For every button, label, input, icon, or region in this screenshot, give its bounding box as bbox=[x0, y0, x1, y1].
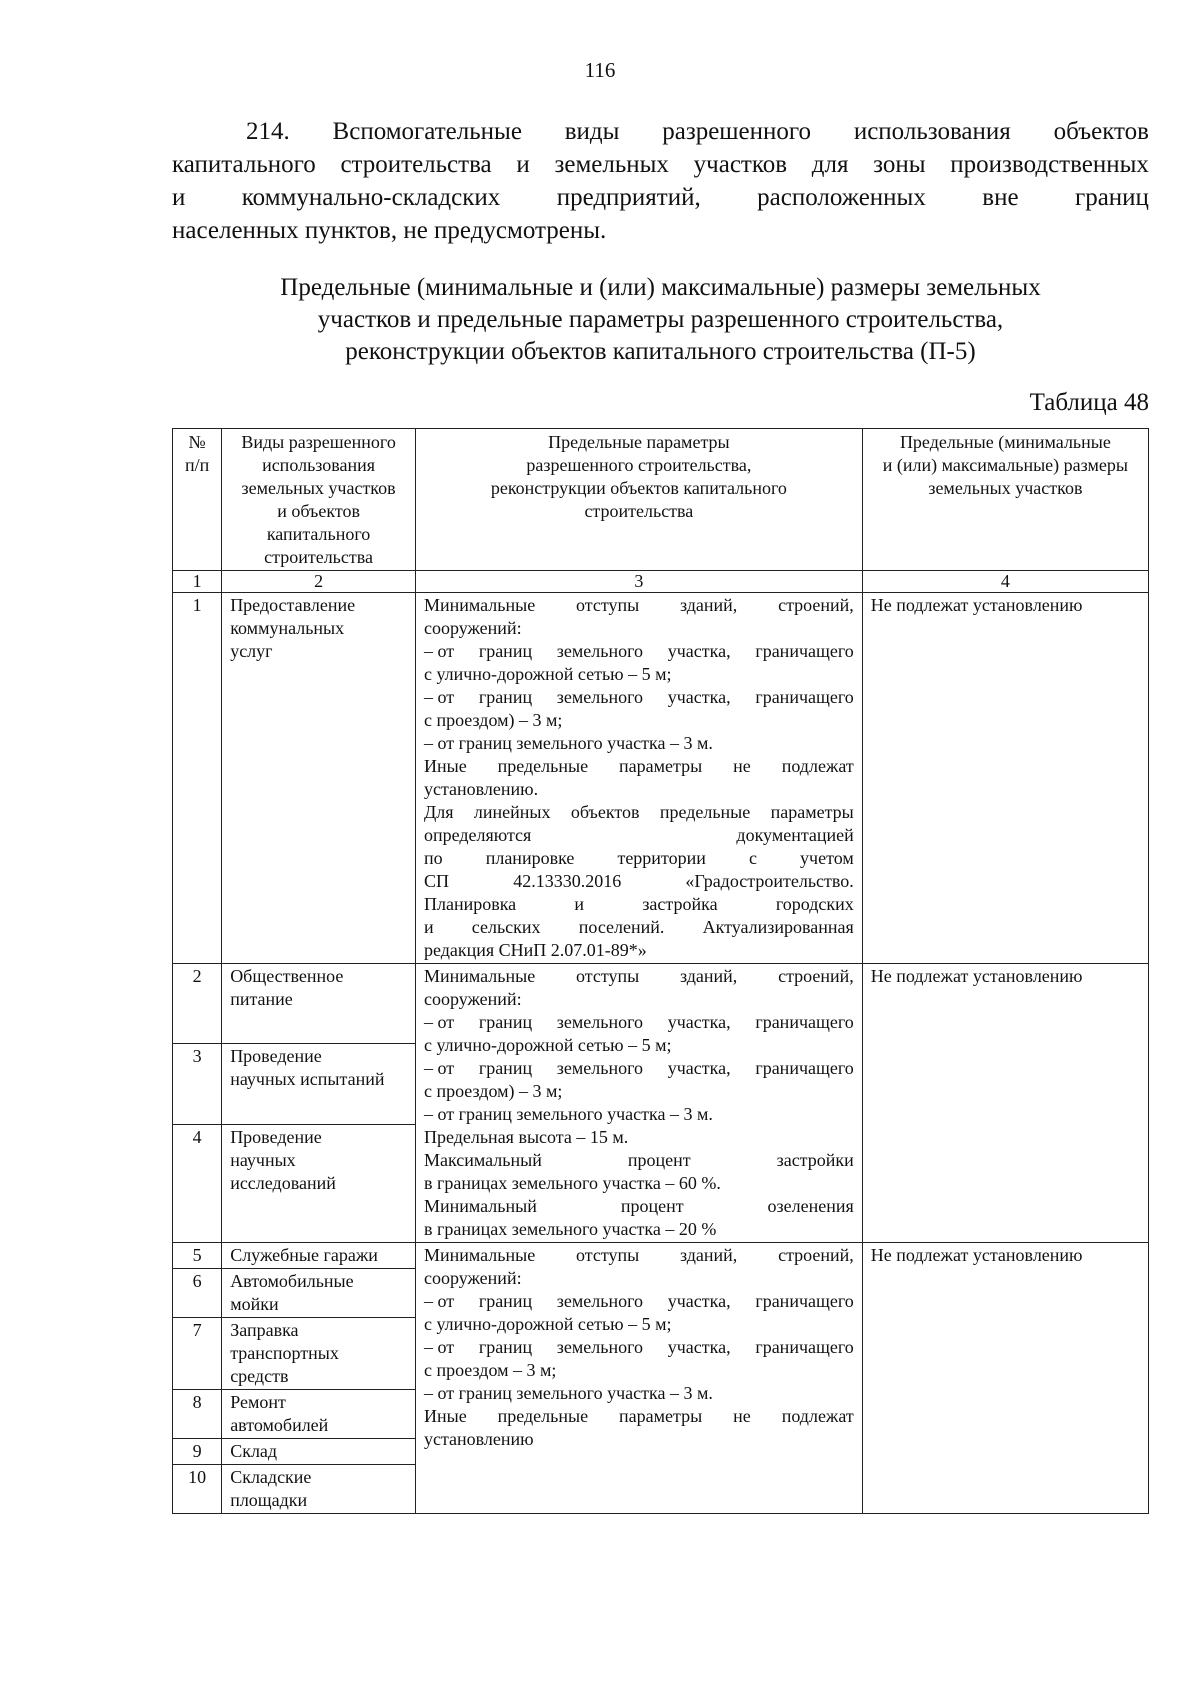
parameter-word: земельного bbox=[556, 687, 644, 707]
table-row bbox=[173, 593, 1149, 964]
paragraph-line bbox=[172, 148, 1149, 181]
paragraph-line bbox=[172, 214, 1149, 247]
parameter-line: установлению bbox=[423, 1429, 534, 1449]
parameter-line bbox=[424, 755, 854, 778]
paragraph-word: для bbox=[811, 151, 849, 178]
row-use-type bbox=[222, 1124, 416, 1242]
header-name bbox=[222, 429, 416, 571]
parameter-word: планировке bbox=[485, 848, 575, 868]
table-caption: Таблица 48 bbox=[1029, 389, 1149, 416]
parameter-word: границ bbox=[478, 687, 533, 707]
use-type-line: Склад bbox=[230, 1441, 278, 1461]
row-number: 8 bbox=[173, 1390, 222, 1439]
paragraph-word: капитального bbox=[172, 151, 316, 178]
parameter-line: с проездом – 3 м; bbox=[423, 1360, 557, 1380]
page-number: 116 bbox=[584, 58, 616, 82]
paragraph-word: и bbox=[172, 184, 186, 211]
parameter-line bbox=[424, 1244, 854, 1267]
paragraph-word: разрешенного bbox=[662, 118, 812, 145]
row-use-type bbox=[222, 1439, 416, 1465]
heading-line: реконструкции объектов капитального строительства (П-5) bbox=[345, 338, 976, 365]
parameter-line: в границах земельного участка – 20 % bbox=[423, 1219, 717, 1239]
parameter-line: – от границ земельного участка – 3 м. bbox=[423, 733, 713, 753]
row-number: 2 bbox=[173, 964, 222, 1044]
paragraph-word: и bbox=[516, 151, 530, 178]
parameter-line: редакция СНиП 2.07.01-89*» bbox=[423, 940, 647, 960]
paragraph-word: Вспомогательные bbox=[332, 118, 522, 145]
use-type-line: площадки bbox=[230, 1490, 308, 1510]
parameter-word: участка, bbox=[667, 1291, 731, 1311]
parameter-word: участка, bbox=[667, 1012, 731, 1032]
header-line: Предельные (минимальные bbox=[899, 432, 1111, 452]
header-line: разрешенного строительства, bbox=[526, 455, 752, 475]
row-parameters bbox=[415, 1243, 862, 1514]
header-line: земельных участков bbox=[241, 478, 396, 498]
parameter-word: подлежат bbox=[781, 756, 854, 776]
parameter-word: предельные bbox=[659, 802, 751, 822]
parameter-word: учетом bbox=[800, 848, 854, 868]
parameter-line: сооружений: bbox=[423, 1268, 522, 1288]
parameter-word: – от bbox=[423, 687, 455, 707]
parameter-word: границ bbox=[478, 641, 533, 661]
parameter-line: – от границ земельного участка – 3 м. bbox=[423, 1383, 713, 1403]
parameter-line: с проездом) – 3 м; bbox=[423, 1081, 563, 1101]
paragraph-word: участков bbox=[693, 151, 788, 178]
paragraph-word: вне bbox=[982, 184, 1019, 211]
use-type-line: Автомобильные bbox=[230, 1271, 354, 1291]
row-use-type bbox=[222, 1044, 416, 1124]
parameter-line bbox=[424, 916, 854, 939]
parameter-word: – от bbox=[423, 1337, 455, 1357]
row-number: 1 bbox=[173, 593, 222, 964]
parameter-word: и bbox=[423, 917, 434, 937]
use-type-line: услуг bbox=[230, 641, 273, 661]
header-line: Предельные параметры bbox=[548, 432, 730, 452]
use-type-line: научных испытаний bbox=[230, 1069, 385, 1090]
parameter-line bbox=[424, 965, 854, 988]
table-header-row bbox=[173, 429, 1149, 571]
parameter-line: Предельная высота – 15 м. bbox=[423, 1127, 629, 1147]
use-type-line: исследований bbox=[230, 1172, 336, 1193]
parameter-word: зданий, bbox=[679, 595, 738, 615]
parameter-line bbox=[424, 1336, 854, 1359]
parameter-word: документацией bbox=[736, 825, 854, 845]
heading-line: участков и предельные параметры разрешенного строительства, bbox=[317, 306, 1004, 333]
parameter-line bbox=[424, 870, 854, 893]
row-use-type bbox=[222, 964, 416, 1044]
paragraph-word: предприятий, bbox=[556, 184, 701, 211]
parameter-word: Минимальные bbox=[423, 1245, 536, 1265]
parameter-line: в границах земельного участка – 60 %. bbox=[423, 1173, 721, 1193]
header-line: и (или) максимальные) размеры bbox=[882, 455, 1128, 475]
parameter-word: Иные bbox=[423, 756, 467, 776]
parameter-word: границ bbox=[478, 1058, 533, 1078]
header-line: № bbox=[188, 432, 206, 452]
header-params bbox=[415, 429, 862, 571]
parameter-word: 42.13330.2016 bbox=[513, 871, 622, 891]
parameter-line: сооружений: bbox=[423, 618, 522, 638]
parameter-word: отступы bbox=[575, 1245, 640, 1265]
parameter-word: не bbox=[733, 1406, 751, 1426]
parameter-word: – от bbox=[423, 1291, 455, 1311]
parameter-word: граничащего bbox=[755, 1337, 854, 1357]
parameter-word: определяются bbox=[423, 825, 532, 845]
parameter-word: – от bbox=[423, 641, 455, 661]
parameter-word: граничащего bbox=[755, 687, 854, 707]
parameter-word: «Градостроительство. bbox=[685, 871, 854, 891]
parameter-line bbox=[424, 1290, 854, 1313]
header-num bbox=[173, 429, 222, 571]
parameter-word: не bbox=[733, 756, 751, 776]
table-row bbox=[173, 1243, 1149, 1269]
use-type-line: транспортных bbox=[230, 1343, 339, 1363]
header-line: и объектов bbox=[277, 501, 360, 521]
parameter-word: параметры bbox=[619, 756, 703, 776]
parameter-word: застройки bbox=[776, 1150, 854, 1170]
regulations-table bbox=[172, 428, 1149, 1514]
row-use-type bbox=[222, 1465, 416, 1514]
heading-line: Предельные (минимальные и (или) максимальные) размеры земельных bbox=[280, 274, 1041, 301]
parameter-word: участка, bbox=[667, 641, 731, 661]
parameter-line bbox=[424, 1195, 854, 1218]
parameter-word: строений, bbox=[778, 966, 854, 986]
parameter-line bbox=[424, 1405, 854, 1428]
parameter-line bbox=[424, 1149, 854, 1172]
row-parameters bbox=[415, 964, 862, 1243]
parameter-word: городских bbox=[775, 894, 854, 914]
parameter-line: сооружений: bbox=[423, 989, 522, 1009]
parameter-word: земельного bbox=[556, 1337, 644, 1357]
parameter-word: границ bbox=[478, 1291, 533, 1311]
table-row bbox=[173, 964, 1149, 1044]
row-use-type bbox=[222, 1243, 416, 1269]
use-type-line: питание bbox=[230, 989, 293, 1009]
parameter-word: земельного bbox=[556, 1058, 644, 1078]
parameter-line bbox=[424, 847, 854, 870]
parameter-word: земельного bbox=[556, 1291, 644, 1311]
paragraph-word: 214. bbox=[246, 118, 290, 145]
parameter-line: – от границ земельного участка – 3 м. bbox=[423, 1104, 713, 1124]
parameter-word: граничащего bbox=[755, 1291, 854, 1311]
use-type-line: Общественное bbox=[230, 966, 344, 986]
header-line: реконструкции объектов капитального bbox=[490, 478, 787, 498]
column-index: 2 bbox=[222, 571, 416, 593]
parameter-word: зданий, bbox=[679, 966, 738, 986]
row-sizes: Не подлежат установлению bbox=[862, 1243, 1148, 1514]
paragraph-word: виды bbox=[564, 118, 620, 145]
parameter-word: земельного bbox=[556, 641, 644, 661]
parameter-line: с проездом) – 3 м; bbox=[423, 710, 563, 730]
parameter-word: параметры bbox=[770, 802, 854, 822]
intro-paragraph bbox=[172, 115, 1149, 247]
parameter-line: установлению. bbox=[423, 779, 539, 799]
header-line: капитального bbox=[266, 524, 371, 544]
parameter-line bbox=[424, 824, 854, 847]
parameter-word: объектов bbox=[570, 802, 640, 822]
column-index: 1 bbox=[173, 571, 222, 593]
parameter-word: Минимальные bbox=[423, 595, 536, 615]
parameter-word: и bbox=[574, 894, 585, 914]
parameter-word: предельные bbox=[497, 1406, 589, 1426]
parameter-word: земельного bbox=[556, 1012, 644, 1032]
use-type-line: коммунальных bbox=[230, 618, 345, 638]
parameter-word: граничащего bbox=[755, 641, 854, 661]
header-sizes bbox=[862, 429, 1148, 571]
row-number: 4 bbox=[173, 1124, 222, 1242]
row-use-type bbox=[222, 1318, 416, 1390]
row-number: 5 bbox=[173, 1243, 222, 1269]
parameter-word: – от bbox=[423, 1058, 455, 1078]
row-number: 3 bbox=[173, 1044, 222, 1124]
parameter-word: Планировка bbox=[423, 894, 517, 914]
parameter-word: строений, bbox=[778, 1245, 854, 1265]
parameter-word: граничащего bbox=[755, 1058, 854, 1078]
parameter-word: застройка bbox=[642, 894, 718, 914]
header-line: п/п bbox=[184, 455, 210, 475]
parameter-line bbox=[424, 801, 854, 824]
use-type-line: автомобилей bbox=[230, 1415, 329, 1435]
parameter-line bbox=[424, 893, 854, 916]
parameter-word: – от bbox=[423, 1012, 455, 1032]
parameter-word: Иные bbox=[423, 1406, 467, 1426]
parameter-line bbox=[424, 640, 854, 663]
parameter-word: зданий, bbox=[679, 1245, 738, 1265]
row-number: 10 bbox=[173, 1465, 222, 1514]
header-line: использования bbox=[262, 455, 376, 475]
column-index-row bbox=[173, 571, 1149, 593]
parameter-word: Минимальный bbox=[423, 1196, 537, 1216]
parameter-word: строений, bbox=[778, 595, 854, 615]
parameter-word: граничащего bbox=[755, 1012, 854, 1032]
header-line: строительства bbox=[584, 501, 694, 521]
column-index: 4 bbox=[862, 571, 1148, 593]
parameter-word: Минимальные bbox=[423, 966, 536, 986]
paragraph-word: границ bbox=[1074, 184, 1149, 211]
parameter-line: с улично-дорожной сетью – 5 м; bbox=[423, 664, 672, 684]
use-type-line: Проведение bbox=[230, 1046, 322, 1067]
parameter-word: озеленения bbox=[767, 1196, 854, 1216]
parameter-line: с улично-дорожной сетью – 5 м; bbox=[423, 1314, 672, 1334]
header-line: земельных участков bbox=[928, 478, 1083, 498]
use-type-line: научных bbox=[230, 1149, 296, 1170]
paragraph-word: строительства bbox=[340, 151, 492, 178]
parameter-line bbox=[424, 686, 854, 709]
row-use-type bbox=[222, 593, 416, 964]
row-use-type bbox=[222, 1269, 416, 1318]
paragraph-word: населенных пунктов, не предусмотрены. bbox=[172, 217, 607, 244]
use-type-line: Складские bbox=[230, 1467, 312, 1487]
paragraph-word: зоны bbox=[873, 151, 926, 178]
row-number: 6 bbox=[173, 1269, 222, 1318]
paragraph-word: коммунально-складских bbox=[241, 184, 501, 211]
parameter-word: предельные bbox=[497, 756, 589, 776]
paragraph-word: земельных bbox=[554, 151, 669, 178]
use-type-line: средств bbox=[230, 1366, 289, 1386]
parameter-word: процент bbox=[627, 1150, 691, 1170]
header-line: строительства bbox=[264, 547, 374, 567]
paragraph-word: производственных bbox=[950, 151, 1149, 178]
parameter-word: участка, bbox=[667, 1058, 731, 1078]
parameter-word: Максимальный bbox=[423, 1150, 542, 1170]
parameter-word: Для bbox=[423, 802, 454, 822]
parameter-word: сельских bbox=[471, 917, 541, 937]
paragraph-line bbox=[172, 115, 1149, 148]
parameter-line bbox=[424, 1011, 854, 1034]
row-number: 7 bbox=[173, 1318, 222, 1390]
row-sizes: Не подлежат установлению bbox=[862, 964, 1148, 1243]
parameter-word: отступы bbox=[575, 595, 640, 615]
column-index: 3 bbox=[415, 571, 862, 593]
parameter-word: процент bbox=[620, 1196, 684, 1216]
parameter-word: СП bbox=[423, 871, 449, 891]
row-number: 9 bbox=[173, 1439, 222, 1465]
parameter-word: участка, bbox=[667, 1337, 731, 1357]
parameter-line bbox=[424, 594, 854, 617]
row-parameters bbox=[415, 593, 862, 964]
paragraph-word: использования bbox=[853, 118, 1011, 145]
parameter-word: территории bbox=[617, 848, 706, 868]
use-type-line: Предоставление bbox=[230, 595, 356, 615]
paragraph-word: расположенных bbox=[757, 184, 926, 211]
parameter-line: с улично-дорожной сетью – 5 м; bbox=[423, 1035, 672, 1055]
parameter-word: подлежат bbox=[781, 1406, 854, 1426]
parameter-word: поселений. bbox=[578, 917, 665, 937]
parameter-word: с bbox=[748, 848, 757, 868]
parameter-line bbox=[424, 1057, 854, 1080]
use-type-line: Проведение bbox=[230, 1126, 322, 1147]
use-type-line: Ремонт bbox=[230, 1392, 286, 1412]
parameter-word: границ bbox=[478, 1012, 533, 1032]
parameter-word: параметры bbox=[619, 1406, 703, 1426]
parameter-word: по bbox=[423, 848, 443, 868]
paragraph-word: объектов bbox=[1053, 118, 1149, 145]
parameter-word: участка, bbox=[667, 687, 731, 707]
parameter-word: отступы bbox=[575, 966, 640, 986]
row-use-type bbox=[222, 1390, 416, 1439]
row-sizes: Не подлежат установлению bbox=[862, 593, 1148, 964]
use-type-line: Служебные гаражи bbox=[230, 1245, 378, 1265]
table-heading bbox=[172, 272, 1149, 368]
header-line: Виды разрешенного bbox=[241, 432, 396, 452]
paragraph-line bbox=[172, 181, 1149, 214]
parameter-word: линейных bbox=[473, 802, 551, 822]
use-type-line: Заправка bbox=[230, 1320, 299, 1340]
use-type-line: мойки bbox=[230, 1294, 279, 1314]
parameter-word: Актуализированная bbox=[702, 917, 854, 937]
parameter-word: границ bbox=[478, 1337, 533, 1357]
